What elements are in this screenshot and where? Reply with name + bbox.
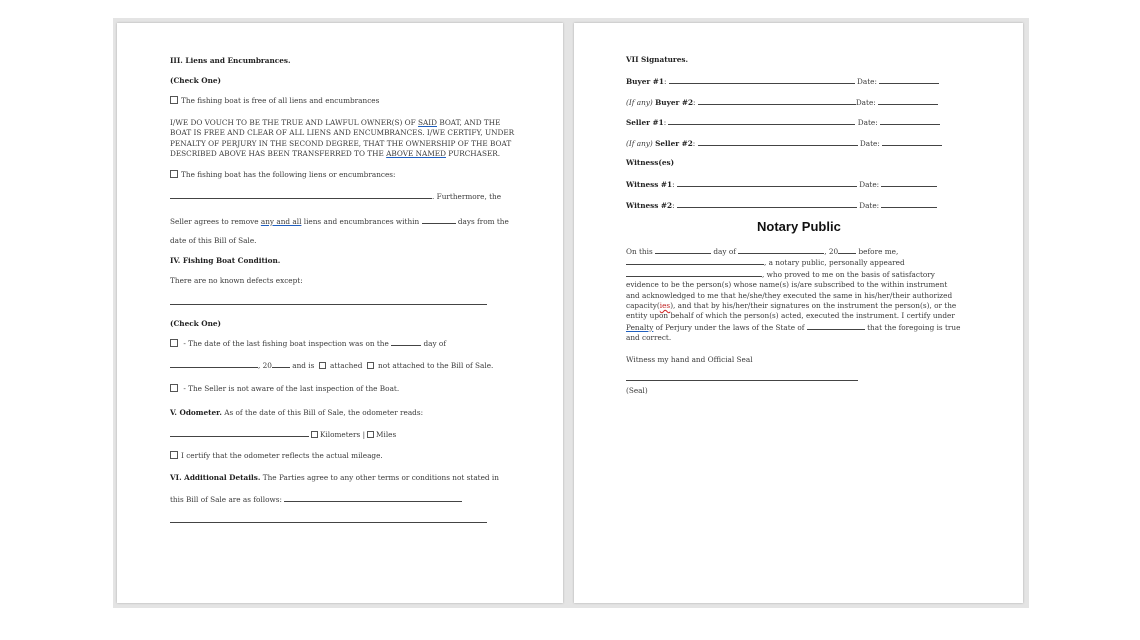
document-page-left (117, 23, 563, 603)
buyer2-date-blank[interactable] (878, 97, 938, 105)
seller1-date-blank[interactable] (880, 117, 940, 125)
checkbox[interactable] (170, 170, 178, 178)
seller2-date-blank[interactable] (882, 138, 942, 146)
vouch-text: PURCHASER. (445, 149, 501, 159)
checkbox[interactable] (170, 96, 178, 104)
odometer-blank[interactable] (170, 429, 309, 437)
date-label: Date: (855, 98, 876, 107)
notary-text: entity upon behalf of which the person(s) acted, executed the instrument. I certify under (626, 311, 955, 321)
notary-text: evidence to be the person(s) whose name(s) is/are subscribed to the within instrument (626, 280, 948, 290)
attached-checkbox[interactable] (319, 362, 326, 369)
seller-not-aware-label: - The Seller is not aware of the last inspection of the Boat. (181, 384, 400, 393)
date-label: Date: (859, 180, 880, 189)
any-and-all-text: any and all (260, 217, 302, 226)
vouch-text: DESCRIBED ABOVE HAS BEEN TRANSFERRED TO THE (170, 149, 387, 159)
notary-text: ), and that by his/her/their signatures on the instrument the person(s), or the (670, 301, 957, 311)
seller2-label: Seller #2 (655, 139, 693, 148)
year-prefix-text: , 20 (258, 361, 272, 370)
witness-hand-text: Witness my hand and Official Seal (626, 355, 753, 364)
inspection-year-line (170, 360, 493, 372)
kilometers-label: Kilometers (320, 430, 361, 439)
notary-day-blank[interactable] (655, 246, 711, 254)
seller1-line: Seller #1: Date: (626, 117, 940, 129)
if-any-label: (If any) (626, 98, 653, 107)
checkbox[interactable] (170, 451, 178, 459)
attached-label: attached (327, 361, 365, 370)
check-one-label: (Check One) (170, 319, 222, 328)
witness2-date-blank[interactable] (881, 200, 937, 208)
checkbox[interactable] (170, 384, 178, 392)
furthermore-line (170, 191, 501, 203)
appeared-name-blank[interactable] (626, 269, 762, 277)
vouch-above-named: ABOVE NAMED (386, 149, 446, 159)
as-follows-text: this Bill of Sale are as follows: (170, 495, 285, 504)
miles-checkbox[interactable] (367, 431, 374, 438)
terms-blank[interactable] (284, 494, 462, 502)
not-attached-checkbox[interactable] (367, 362, 374, 369)
certify-odometer-label: I certify that the odometer reflects the actual mileage. (181, 451, 383, 460)
seller-agrees-line (170, 216, 509, 228)
kilometers-checkbox[interactable] (311, 431, 318, 438)
date-label: Date: (857, 118, 878, 127)
checkbox[interactable] (170, 339, 178, 347)
liens-blank[interactable] (170, 191, 432, 199)
witness2-signature-blank[interactable] (677, 200, 857, 208)
furthermore-text: . Furthermore, the (432, 192, 502, 201)
month-blank[interactable] (170, 360, 258, 368)
notary-text: and acknowledged to me that he/she/they executed the same in his/her/their authorized (626, 290, 953, 300)
notary-text: and correct. (626, 333, 672, 343)
notary-paragraph (626, 246, 960, 344)
date-label: Date: (859, 201, 880, 210)
certify-odometer-option[interactable] (170, 451, 383, 462)
inspection-date-blank[interactable] (391, 338, 421, 346)
date-of-bill-text: date of this Bill of Sale. (170, 236, 257, 245)
notary-signature-blank[interactable] (626, 380, 858, 381)
witness1-signature-blank[interactable] (677, 179, 857, 187)
buyer1-line: Buyer #1: Date: (626, 76, 939, 88)
condition-heading: IV. Fishing Boat Condition. (170, 256, 281, 265)
as-follows-line (170, 494, 462, 506)
liens-following-option[interactable] (170, 170, 396, 181)
document-page-right (574, 23, 1023, 603)
notary-text: before me, (856, 247, 899, 256)
notary-text: , a notary public, personally appeared (764, 258, 905, 268)
vouch-paragraph (170, 118, 514, 160)
witness2-line: Witness #2: Date: (626, 200, 937, 212)
liens-heading: III. Liens and Encumbrances. (170, 56, 291, 65)
date-label: Date: (859, 139, 880, 148)
odometer-reading-line (170, 429, 396, 441)
notary-text: of Perjury under the laws of the State of (653, 322, 807, 332)
seal-label: (Seal) (626, 386, 648, 395)
notary-text: On this (626, 247, 656, 256)
vouch-text: BOAT IS FREE AND CLEAR OF ALL LIENS AND ENCUMBRANCES. I/WE CERTIFY, UNDER (170, 128, 515, 138)
vouch-text: I/WE DO VOUCH TO BE THE TRUE AND LAWFUL OWNER(S) OF (170, 118, 418, 127)
witness1-date-blank[interactable] (881, 179, 937, 187)
no-known-defects-text: There are no known defects except: (170, 276, 303, 285)
additional-heading: VI. Additional Details. (170, 473, 261, 482)
miles-label: Miles (376, 430, 397, 439)
buyer2-signature-blank[interactable] (698, 97, 856, 105)
document-viewer (113, 18, 1029, 608)
inspection-date-option[interactable] (170, 338, 446, 350)
seller-not-aware-option[interactable] (170, 384, 399, 395)
check-one-label: (Check One) (170, 76, 222, 85)
notary-text: capacity( (626, 301, 660, 311)
notary-ies: ies (659, 301, 671, 311)
notary-text: day of (711, 247, 739, 256)
not-attached-label: not attached to the Bill of Sale. (375, 361, 494, 370)
witness2-label: Witness #2 (626, 201, 673, 210)
odometer-heading: V. Odometer. (170, 408, 222, 417)
notary-text: that the foregoing is true (864, 322, 961, 332)
notary-year-blank[interactable] (838, 246, 856, 254)
notary-name-blank[interactable] (626, 257, 764, 265)
buyer1-label: Buyer #1 (626, 77, 664, 86)
inspection-text: - The date of the last fishing boat inspection was on the (181, 339, 392, 348)
seller1-signature-blank[interactable] (668, 117, 855, 125)
terms-blank-2[interactable] (170, 522, 487, 523)
inspection-day-text: day of (421, 339, 447, 348)
year-blank[interactable] (272, 360, 290, 368)
buyer2-label: Buyer #2 (655, 98, 694, 107)
seller-agrees-text: liens and encumbrances within (301, 217, 422, 226)
unit-separator: | (362, 430, 366, 439)
seller2-line: (If any) Seller #2: Date: (626, 138, 942, 150)
odometer-text: As of the date of this Bill of Sale, the odometer reads: (221, 408, 424, 417)
state-blank[interactable] (807, 322, 865, 330)
witnesses-heading: Witness(es) (626, 158, 675, 167)
seller1-label: Seller #1 (626, 118, 664, 127)
additional-text: The Parties agree to any other terms or conditions not stated in (260, 473, 499, 482)
days-from-text: days from the (455, 217, 509, 226)
notary-month-blank[interactable] (738, 246, 824, 254)
odometer-line (170, 408, 423, 419)
days-blank[interactable] (422, 216, 456, 224)
additional-line (170, 473, 499, 484)
if-any-label: (If any) (626, 139, 653, 148)
buyer2-line: (If any) Buyer #2: Date: (626, 97, 938, 109)
witness1-line: Witness #1: Date: (626, 179, 937, 191)
seller-agrees-text: Seller agrees to remove (170, 217, 261, 226)
date-label: Date: (857, 77, 877, 86)
notary-text: , 20 (824, 247, 839, 256)
seller2-signature-blank[interactable] (698, 138, 858, 146)
vouch-text: BOAT, AND THE (437, 118, 501, 127)
witness1-label: Witness #1 (626, 180, 673, 189)
liens-free-option[interactable] (170, 96, 379, 107)
buyer1-signature-blank[interactable] (669, 76, 855, 84)
vouch-text: PENALTY OF PERJURY IN THE SECOND DEGREE, THAT THE OWNERSHIP OF THE BOAT (170, 138, 512, 148)
notary-penalty: Penalty (626, 322, 654, 332)
and-is-text: and is (289, 361, 317, 370)
vouch-said: SAID (417, 118, 437, 127)
defects-blank[interactable] (170, 304, 487, 305)
liens-free-label: The fishing boat is free of all liens and encumbrances (181, 96, 380, 105)
notary-text: , who proved to me on the basis of satisfactory (762, 269, 935, 279)
notary-title: Notary Public (757, 219, 841, 234)
signatures-heading: VII Signatures. (626, 55, 689, 64)
liens-following-label: The fishing boat has the following liens or encumbrances: (181, 170, 396, 179)
buyer1-date-blank[interactable] (879, 76, 939, 84)
